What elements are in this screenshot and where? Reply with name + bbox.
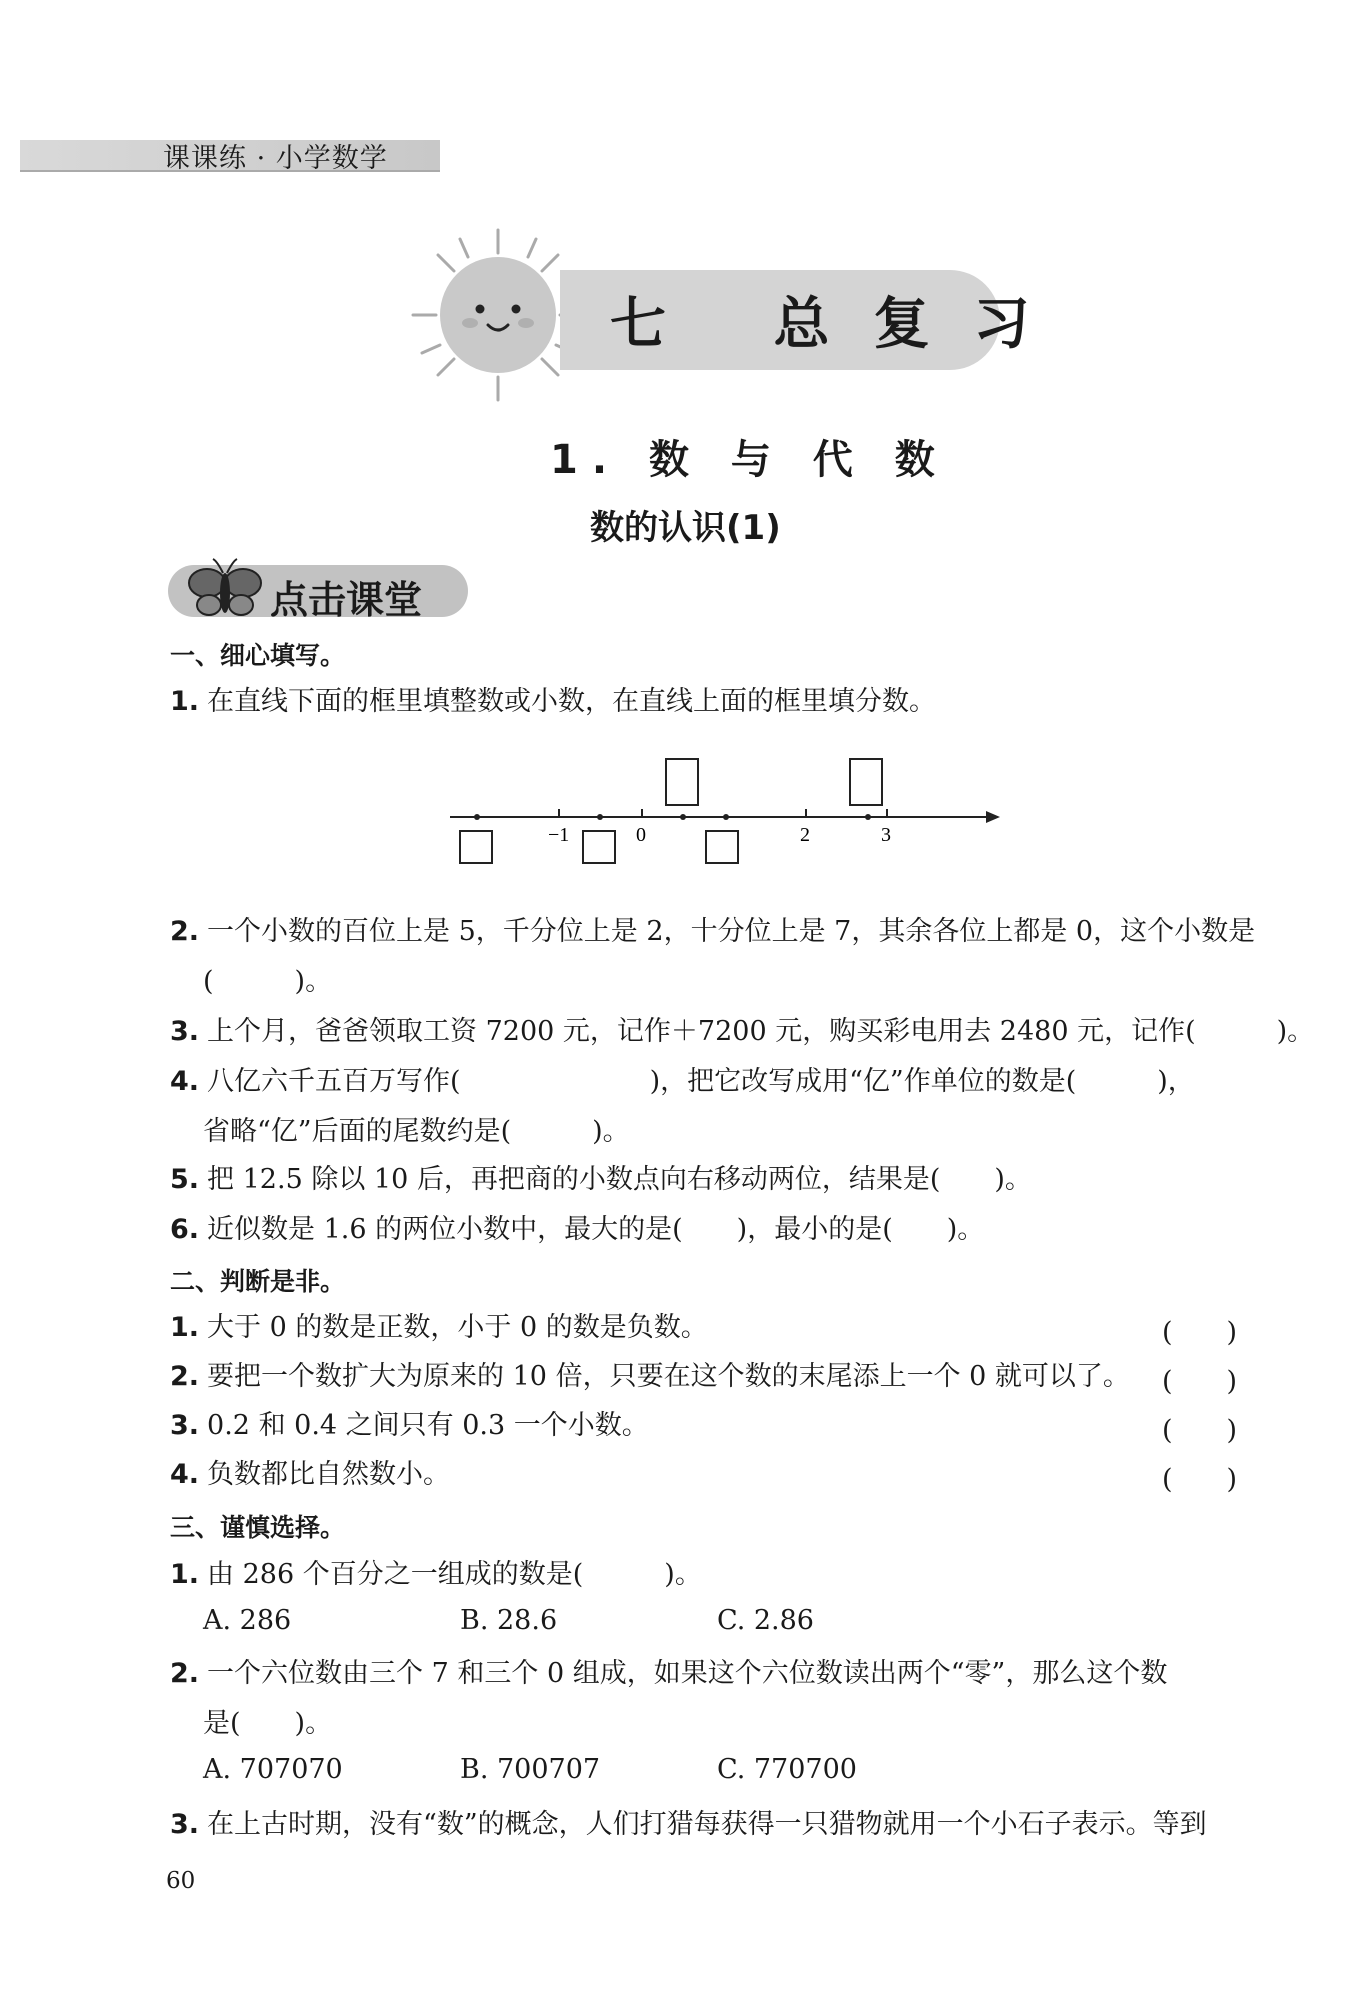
option-b[interactable]: B. 700707 [460,1754,601,1785]
question-1-1 [170,682,936,722]
option-a[interactable]: A. 707070 [203,1754,343,1785]
tick-label: −1 [548,824,570,846]
option-c[interactable]: C. 2.86 [717,1605,814,1636]
choice-question-3 [170,1805,1207,1845]
question-1-2 [170,912,1255,952]
question-1-6 [170,1210,984,1250]
question-text: 在上古时期，没有“数”的概念，人们打猎每获得一只猎物就用一个小石子表示。等到 [207,1809,1207,1840]
choice-question-2 [170,1654,1167,1694]
question-text: 0.2 和 0.4 之间只有 0.3 一个小数。 [207,1410,649,1441]
answer-box-bottom-2 [583,831,615,863]
question-text: 八亿六千五百万写作( )，把它改写成用“亿”作单位的数是( )， [207,1066,1195,1097]
answer-blank[interactable]: ( ) [1162,1415,1238,1446]
question-number: 1. [170,1559,200,1590]
judge-item [170,1455,450,1495]
question-text: 把 12.5 除以 10 后，再把商的小数点向右移动两位，结果是( )。 [207,1164,1032,1195]
question-number: 4. [170,1066,200,1097]
question-number: 2. [170,916,200,947]
question-number: 6. [170,1214,200,1245]
section-banner-label: 点击课堂 [270,578,423,622]
part2-title: 二、判断是非。 [170,1267,346,1296]
question-text: 一个小数的百位上是 5，千分位上是 2，十分位上是 7，其余各位上都是 0，这个小数是 [207,916,1256,947]
answer-box-bottom-1 [460,831,492,863]
answer-box-top-2 [850,759,882,805]
question-number: 1. [170,1312,200,1343]
chapter-title: 七 总复习 [610,292,1074,357]
subsection-title: 数的认识(1) [590,508,781,548]
choice-question-2-cont: 是( )。 [203,1708,333,1739]
question-text: 一个六位数由三个 7 和三个 0 组成，如果这个六位数读出两个“零”，那么这个数 [207,1658,1168,1689]
question-number: 1. [170,686,200,717]
tick-label: 2 [800,824,810,846]
question-1-4-cont: 省略“亿”后面的尾数约是( )。 [203,1116,630,1147]
question-text: 近似数是 1.6 的两位小数中，最大的是( )，最小的是( )。 [207,1214,985,1245]
question-1-2-cont: ( )。 [203,966,333,997]
question-number: 2. [170,1658,200,1689]
answer-blank[interactable]: ( ) [1162,1366,1238,1397]
part1-title: 一、细心填写。 [170,641,346,670]
question-number: 3. [170,1016,200,1047]
option-b[interactable]: B. 28.6 [460,1605,558,1636]
tick-label: 0 [636,824,646,846]
judge-item [170,1357,1130,1397]
question-1-5 [170,1160,1032,1200]
question-text: 负数都比自然数小。 [207,1459,451,1490]
number-line [440,755,1010,875]
answer-blank[interactable]: ( ) [1162,1317,1238,1348]
answer-box-top-1 [666,759,698,805]
judge-item [170,1308,708,1348]
option-c[interactable]: C. 770700 [717,1754,857,1785]
judge-item [170,1406,649,1446]
question-text: 由 286 个百分之一组成的数是( )。 [207,1559,702,1590]
question-1-4 [170,1062,1195,1102]
question-text: 在直线下面的框里填整数或小数，在直线上面的框里填分数。 [207,686,937,717]
question-number: 5. [170,1164,200,1195]
butterfly-icon [185,555,265,625]
question-text: 要把一个数扩大为原来的 10 倍，只要在这个数的末尾添上一个 0 就可以了。 [207,1361,1130,1392]
question-text: 大于 0 的数是正数，小于 0 的数是负数。 [207,1312,708,1343]
book-title: 课课练 · 小学数学 [163,143,388,174]
answer-blank[interactable]: ( ) [1162,1464,1238,1495]
question-1-3 [170,1012,1314,1052]
answer-box-bottom-3 [706,831,738,863]
question-number: 2. [170,1361,200,1392]
choice-question-1 [170,1555,702,1595]
tick-label: 3 [881,824,891,846]
question-text: 上个月，爸爸领取工资 7200 元，记作＋7200 元，购买彩电用去 2480 元，记作( )。 [207,1016,1315,1047]
question-number: 3. [170,1809,200,1840]
page-number: 60 [166,1868,196,1894]
option-a[interactable]: A. 286 [203,1605,292,1636]
question-number: 3. [170,1410,200,1441]
part3-title: 三、谨慎选择。 [170,1513,346,1542]
question-number: 4. [170,1459,200,1490]
section-title: 1. 数 与 代 数 [550,437,949,483]
